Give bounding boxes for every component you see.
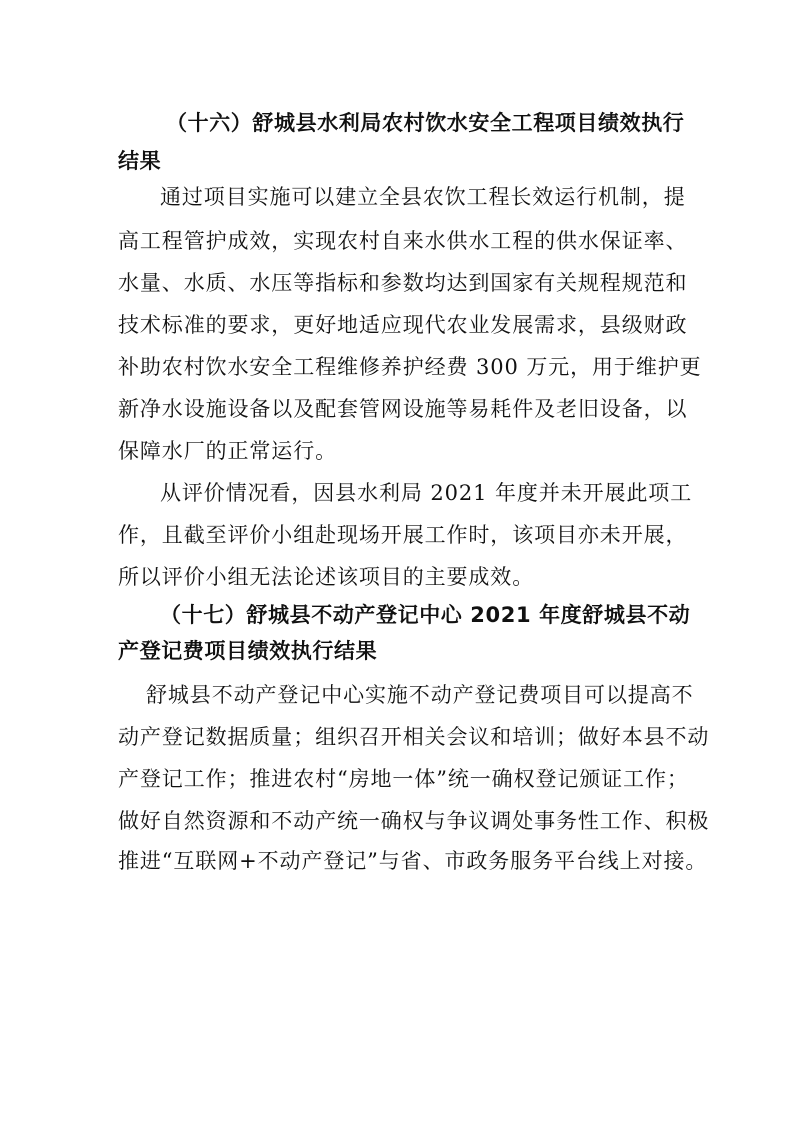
section-17-paragraph-line-3: 产登记工作；推进农村“房地一体”统一确权登记颁证工作； — [118, 767, 689, 791]
section-17-paragraph-line-2: 动产登记数据质量；组织召开相关会议和培训；做好本县不动 — [118, 725, 710, 749]
section-16-paragraph-2-line-2: 作，且截至评价小组赴现场开展工作时，该项目亦未开展， — [118, 523, 688, 547]
section-16-paragraph-1-line-7: 保障水厂的正常运行。 — [118, 439, 337, 463]
section-16-heading-line-2: 结果 — [118, 149, 162, 173]
section-16-paragraph-2-line-3: 所以评价小组无法论述该项目的主要成效。 — [118, 565, 535, 589]
section-16-paragraph-1-line-3: 水量、水质、水压等指标和参数均达到国家有关规程规范和 — [118, 271, 688, 295]
section-17-paragraph-line-4: 做好自然资源和不动产统一确权与争议调处事务性工作、积极 — [118, 809, 710, 833]
section-16-paragraph-1-line-5: 补助农村饮水安全工程维修养护经费 300 万元，用于维护更 — [118, 355, 702, 379]
section-17-paragraph-line-1: 舒城县不动产登记中心实施不动产登记费项目可以提高不 — [146, 683, 694, 707]
section-17-heading-line-1: （十七）舒城县不动产登记中心 2021 年度舒城县不动 — [160, 603, 691, 627]
section-16-paragraph-1-line-6: 新净水设施设备以及配套管网设施等易耗件及老旧设备，以 — [118, 397, 688, 421]
section-16-paragraph-1-line-2: 高工程管护成效，实现农村自来水供水工程的供水保证率、 — [118, 229, 688, 253]
section-16-paragraph-2-line-1: 从评价情况看，因县水利局 2021 年度并未开展此项工 — [160, 481, 693, 505]
section-16-heading-line-1: （十六）舒城县水利局农村饮水安全工程项目绩效执行 — [166, 111, 685, 135]
section-17-heading-line-2: 产登记费项目绩效执行结果 — [118, 639, 378, 663]
section-16-paragraph-1-line-4: 技术标准的要求，更好地适应现代农业发展需求，县级财政 — [118, 313, 688, 337]
section-16-paragraph-1-line-1: 通过项目实施可以建立全县农饮工程长效运行机制，提 — [160, 185, 686, 209]
section-17-paragraph-line-5: 推进“互联网+不动产登记”与省、市政务服务平台线上对接。 — [118, 849, 708, 873]
